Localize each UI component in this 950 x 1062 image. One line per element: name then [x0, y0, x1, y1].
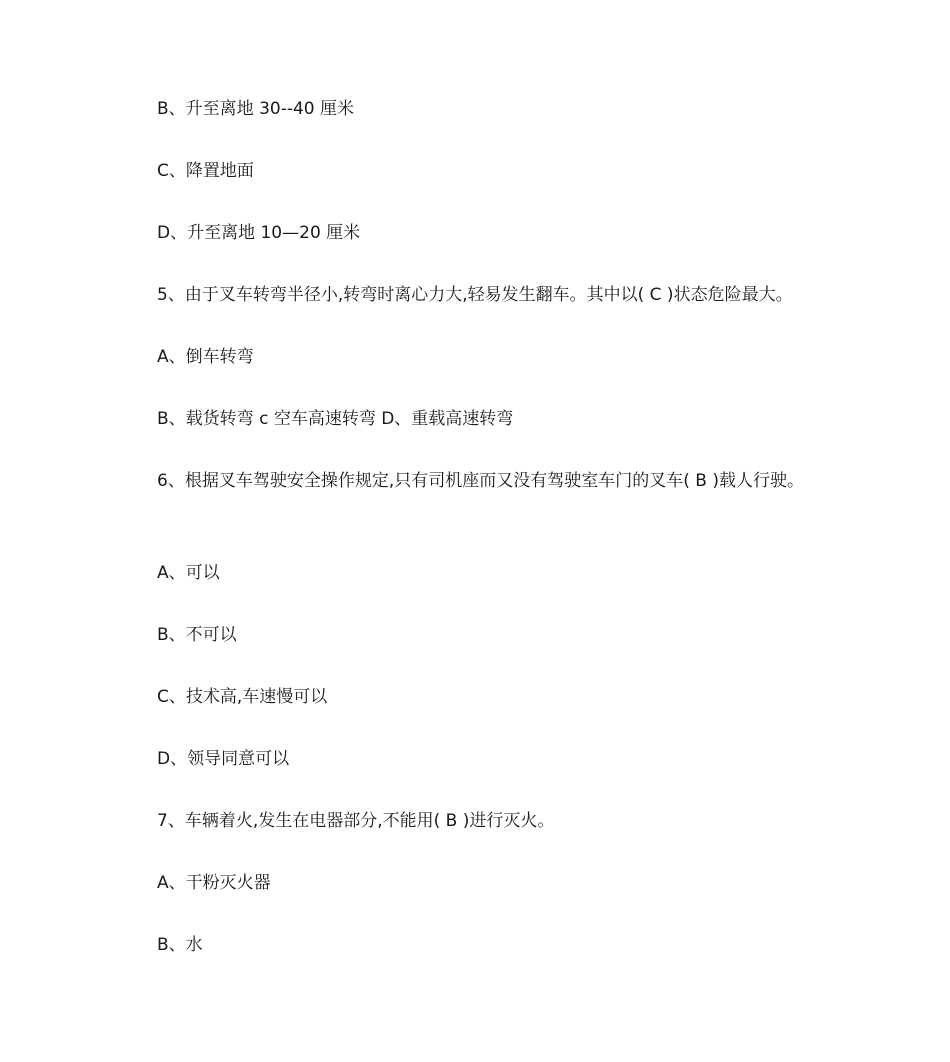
question-7: 7、车辆着火,发生在电器部分,不能用( B )进行灭火。 — [157, 811, 555, 831]
option-a-allowed: A、可以 — [157, 563, 220, 583]
option-a-dry-powder: A、干粉灭火器 — [157, 873, 271, 893]
option-b-lift-30-40: B、升至离地 30--40 厘米 — [157, 99, 355, 119]
option-a-reverse-turn: A、倒车转弯 — [157, 347, 254, 367]
option-b-not-allowed: B、不可以 — [157, 625, 237, 645]
option-c-skilled-slow: C、技术高,车速慢可以 — [157, 687, 328, 707]
option-d-lift-10-20: D、升至离地 10—20 厘米 — [157, 223, 361, 243]
question-6: 6、根据叉车驾驶安全操作规定,只有司机座而又没有驾驶室车门的叉车( B )载人行驶。 — [157, 471, 804, 491]
option-b-loaded-turn: B、载货转弯 c 空车高速转弯 D、重载高速转弯 — [157, 409, 514, 429]
option-c-lower-ground: C、降置地面 — [157, 161, 254, 181]
option-d-leader-approves: D、领导同意可以 — [157, 749, 290, 769]
question-5: 5、由于叉车转弯半径小,转弯时离心力大,轻易发生翻车。其中以( C )状态危险最大。 — [157, 285, 793, 305]
option-b-water: B、水 — [157, 935, 203, 955]
